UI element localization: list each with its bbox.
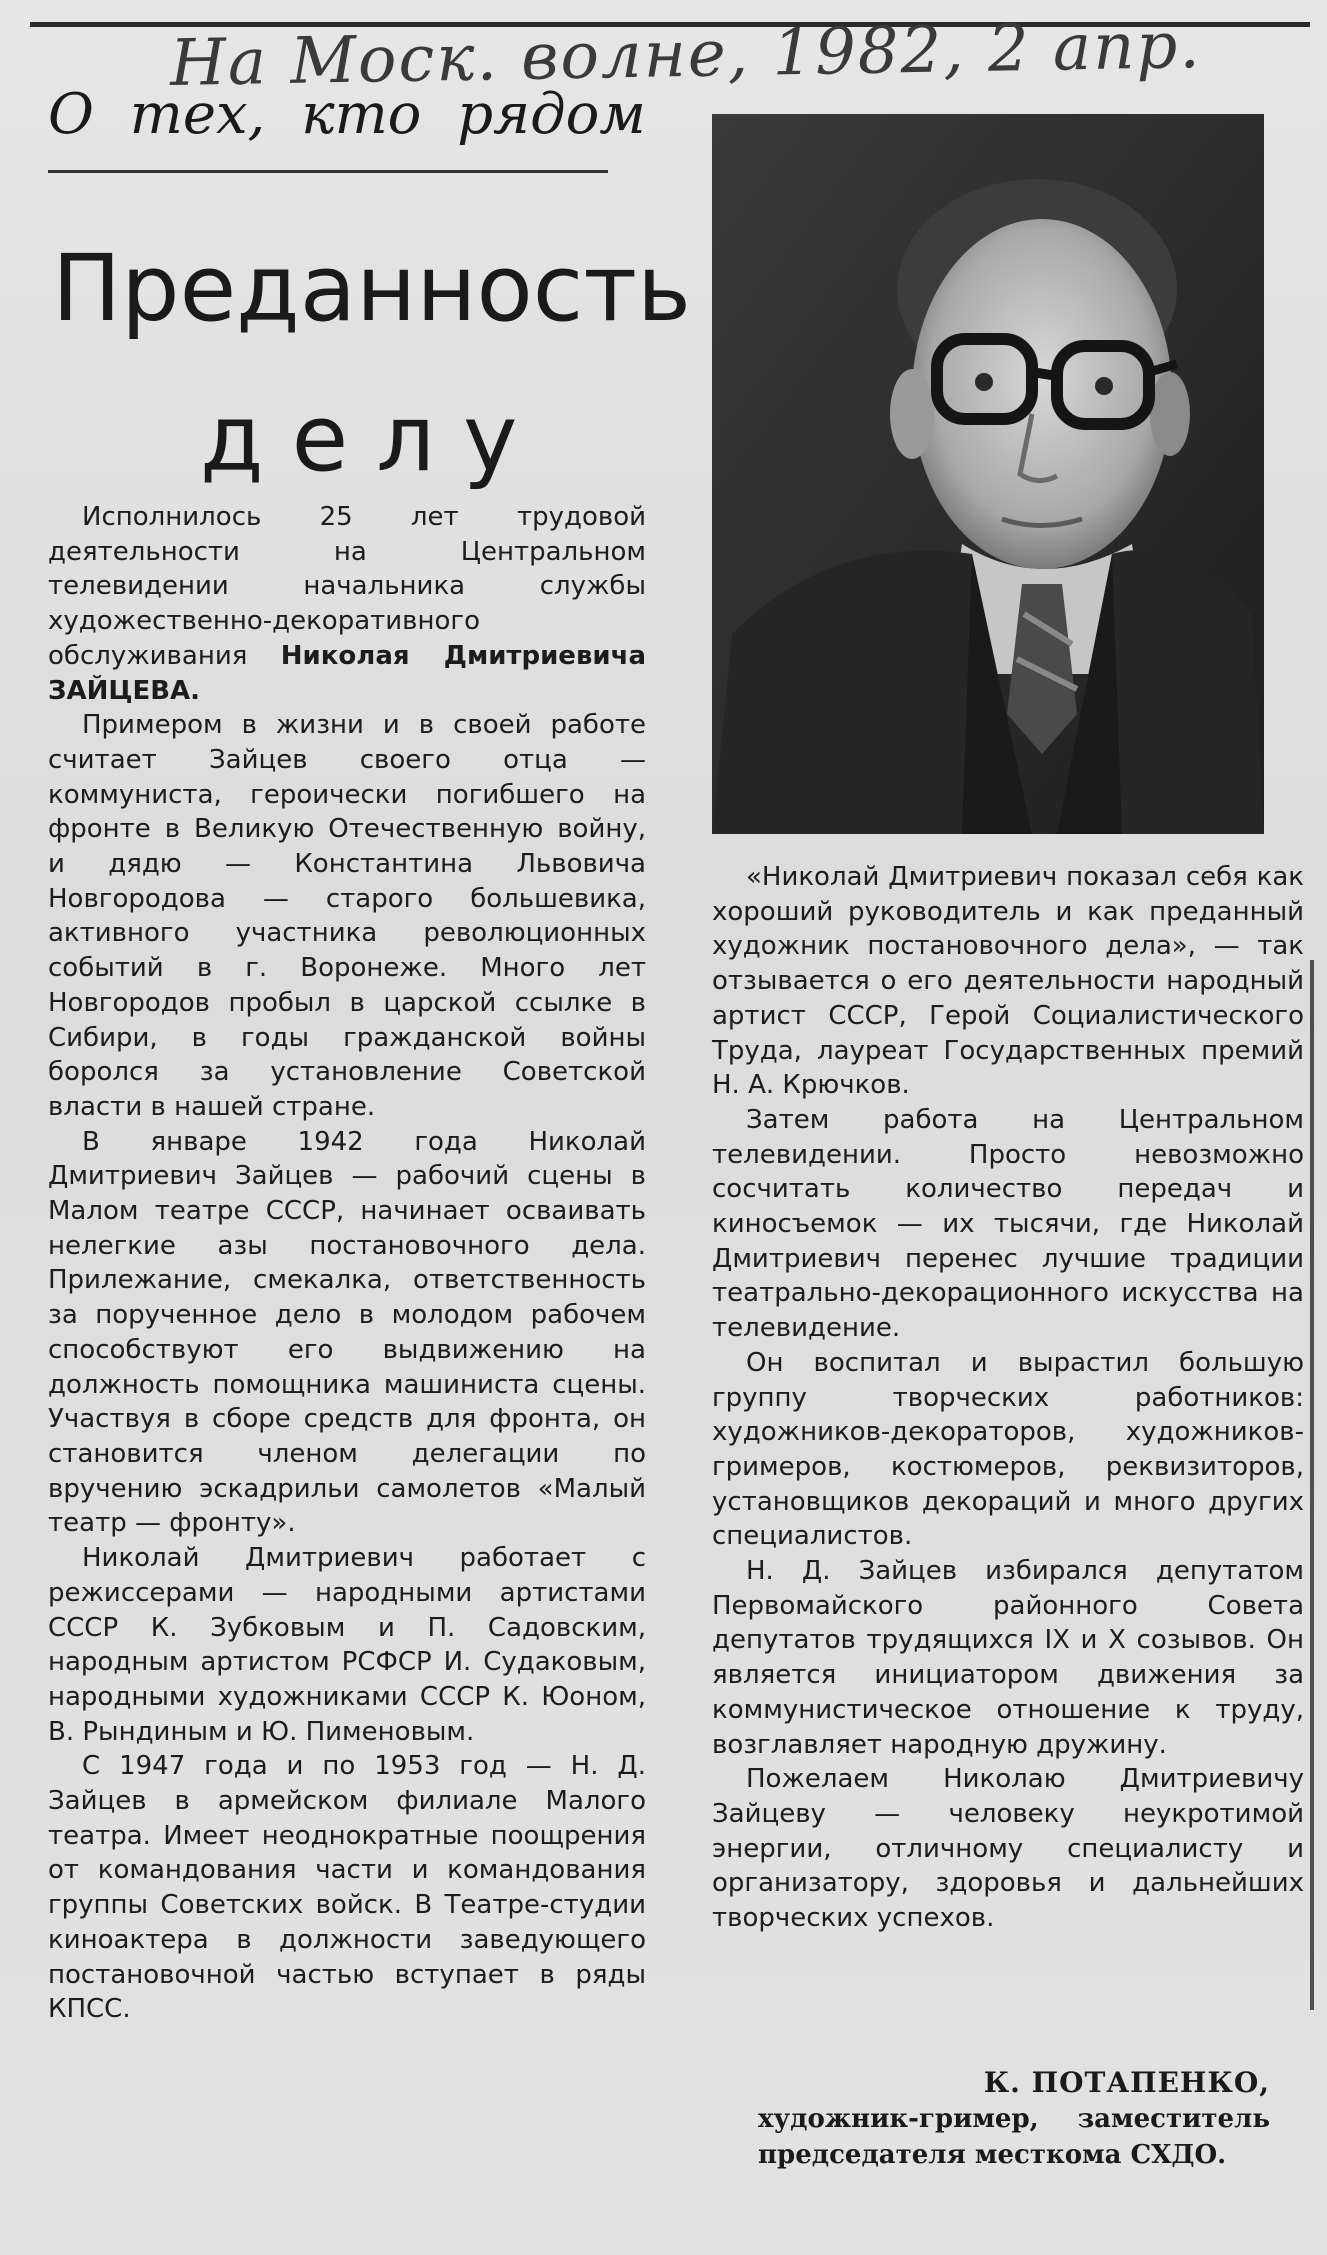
intro-text: Исполнилось 25 лет трудовой деятельности на Центральном телевидении начальника службы художественно-декоративного обслуживания	[48, 502, 646, 671]
signature-block	[740, 2065, 1270, 2173]
rubric-divider	[48, 170, 608, 173]
portrait-photo	[712, 114, 1264, 834]
paragraph-deputy: Н. Д. Зайцев избирался депутатом Первомайского районного Совета депутатов трудящихся IX и X созывов. Он является инициатором движения за коммунистическое отношение к труду, возглавляет народную дружину.	[712, 1556, 1304, 1760]
paragraph-quote: «Николай Дмитриевич показал себя как хороший руководитель и как преданный художник постановочного дела», — так отзывается о его деятельности народный артист СССР, Герой Социалистического Труда, лауреат Государственных премий Н. А. Крючков.	[712, 862, 1304, 1101]
right-column	[712, 860, 1304, 1936]
left-column	[48, 500, 646, 2027]
rubric-heading: О тех, кто рядом	[48, 82, 646, 147]
paragraph-example: Примером в жизни и в своей работе считает Зайцев своего отца — коммуниста, героически погибшего на фронте в Великую Отечественную войну, и дядю — Константина Львовича Новгородова — старого большевика, активного участника революционных событий в г. Воронеже. Много лет Новгородов пробыл в царской ссылке в Сибири, в годы гражданской войны боролся за установление Советской власти в нашей стране.	[48, 710, 646, 1122]
paragraph-intro	[48, 500, 646, 708]
portrait-icon	[712, 114, 1264, 834]
paragraph-1942: В январе 1942 года Николай Дмитриевич Зайцев — рабочий сцены в Малом театре СССР, начинает осваивать нелегкие азы постановочного дела. Прилежание, смекалка, ответственность за порученное дело в молодом рабочем способствуют его выдвижению на должность помощника машиниста сцены. Участвуя в сборе средств для фронта, он становится членом делегации по вручению эскадрильи самолетов «Малый театр — фронту».	[48, 1126, 646, 1539]
headline-line-1: Преданность	[52, 235, 692, 342]
paragraph-mentoring: Он воспитал и вырастил большую группу творческих работников: художников-декораторов, художников-гримеров, костюмеров, реквизиторов, установщиков декораций и много других специалистов.	[712, 1347, 1304, 1552]
paragraph-directors: Николай Дмитриевич работает с режиссерами — народными артистами СССР К. Зубковым и П. Садовским, народным артистом РСФСР И. Судаковым, народными художниками СССР К. Юоном, В. Рындиным и Ю. Пименовым.	[48, 1543, 646, 1747]
clipping-edge	[1310, 960, 1314, 2010]
honoree-name: Николая Дмитриевича ЗАЙЦЕВА.	[48, 640, 647, 706]
paragraph-wishes: Пожелаем Николаю Дмитриевичу Зайцеву — человеку неукротимой энергии, отличному специалисту и организатору, здоровья и дальнейших творческих успехов.	[712, 1764, 1304, 1934]
paragraph-1947: С 1947 года и по 1953 год — Н. Д. Зайцев в армейском филиале Малого театра. Имеет неоднократные поощрения от командования части и командования группы Советских войск. В Театре-студии киноактера в должности заведующего постановочной частью вступает в ряды КПСС.	[48, 1751, 646, 2025]
paragraph-television: Затем работа на Центральном телевидении. Просто невозможно сосчитать количество передач и киносъемок — их тысячи, где Николай Дмитриевич перенес лучшие традиции театрально-декорационного искусства на телевидение.	[712, 1104, 1304, 1344]
headline-line-2: делу	[200, 385, 546, 492]
handwritten-note: На Моск. волне, 1982, 2 апр.	[169, 9, 1203, 101]
author-name: К. ПОТАПЕНКО,	[983, 2066, 1270, 2099]
author-role: художник-гример, заместитель председателя месткома СХДО.	[758, 2104, 1270, 2170]
